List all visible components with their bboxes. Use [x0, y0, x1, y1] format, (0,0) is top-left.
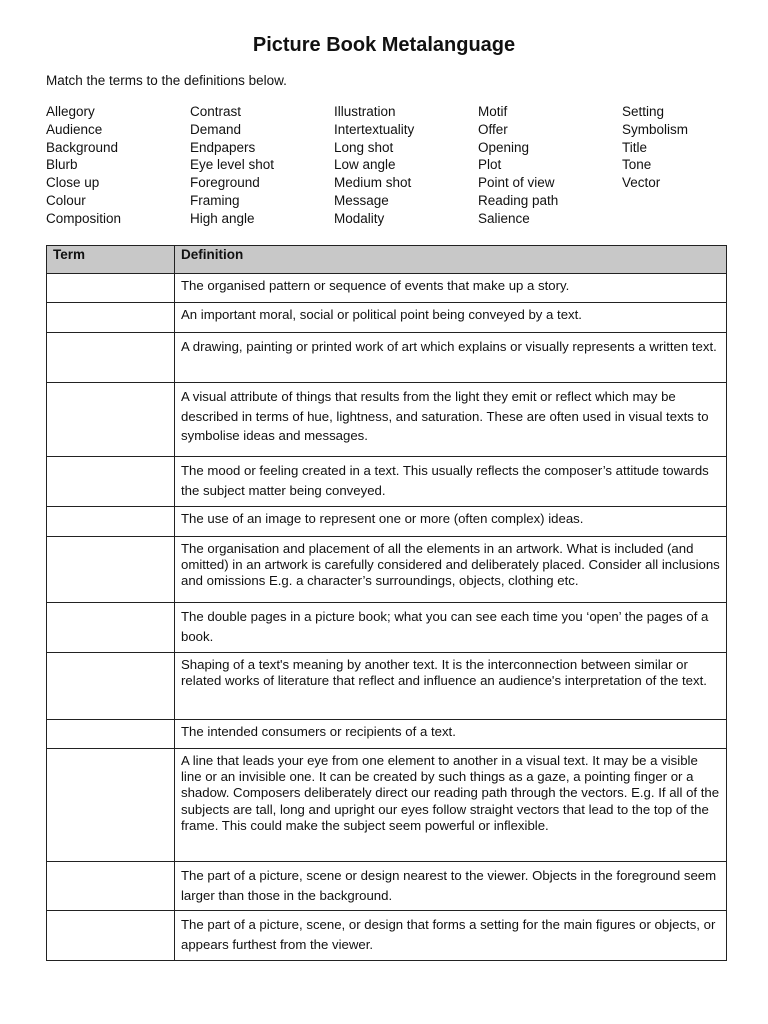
term-answer-cell[interactable] — [47, 303, 175, 333]
definition-cell: The intended consumers or recipients of a text. — [175, 720, 727, 749]
term-column-5 — [622, 103, 688, 192]
definition-cell: The double pages in a picture book; what you can see each time you ‘open’ the pages of a book. — [175, 603, 727, 653]
term-item: Low angle — [334, 157, 396, 173]
term-column-1 — [46, 103, 121, 228]
term-item: Allegory — [46, 104, 95, 119]
table-row — [47, 333, 727, 383]
term-column-4 — [478, 103, 558, 228]
term-item: Medium shot — [334, 175, 412, 191]
term-answer-cell[interactable] — [47, 274, 175, 303]
term-item: Endpapers — [190, 139, 256, 155]
definition-cell: The mood or feeling created in a text. This usually reflects the composer’s attitude towards the subject matter being conveyed. — [175, 457, 727, 507]
definition-cell: A drawing, painting or printed work of art which explains or visually represents a written text. — [175, 333, 727, 383]
term-item: Audience — [46, 121, 103, 137]
term-item: Modality — [334, 210, 385, 226]
table-row — [47, 603, 727, 653]
definition-column-header: Definition — [175, 246, 727, 274]
term-answer-cell[interactable] — [47, 333, 175, 383]
term-item: Background — [46, 139, 119, 155]
table-row — [47, 720, 727, 749]
page-title: Picture Book Metalanguage — [252, 34, 516, 56]
table-row — [47, 383, 727, 457]
table-row — [47, 653, 727, 720]
term-item: Motif — [478, 104, 508, 119]
term-answer-cell[interactable] — [47, 911, 175, 961]
term-item: Message — [334, 192, 389, 208]
definition-cell: The organisation and placement of all the elements in an artwork. What is included (and omitted) in an artwork is carefully considered and deliberately placed. Consider all inclusions and omissions E.g. a character’s surroundings, objects, clothing etc. — [175, 537, 727, 603]
term-answer-cell[interactable] — [47, 603, 175, 653]
definition-cell: The part of a picture, scene or design nearest to the viewer. Objects in the foreground seem larger than those in the background. — [175, 862, 727, 911]
table-row — [47, 911, 727, 961]
term-answer-cell[interactable] — [47, 457, 175, 507]
definition-cell: A line that leads your eye from one element to another in a visual text. It may be a visible line or an invisible one. It can be created by such things as a gaze, a pointing finger or a shadow. Composers deliberately direct our reading path through the vectors. E.g. If all of the subjects are tall, long and upright our eyes follow straight vectors that lead to the top of the frame. This could make the subject seem powerful or inflexible. — [175, 749, 727, 862]
term-item: Salience — [478, 210, 530, 226]
definitions-table — [46, 245, 727, 961]
term-item: Opening — [478, 139, 530, 155]
instructions: Match the terms to the definitions below. — [46, 73, 287, 88]
definition-cell: An important moral, social or political point being conveyed by a text. — [175, 303, 727, 333]
term-answer-cell[interactable] — [47, 507, 175, 537]
term-item: Illustration — [334, 104, 396, 119]
term-item: Intertextuality — [334, 121, 415, 137]
term-column-header: Term — [47, 246, 175, 274]
definition-cell: Shaping of a text's meaning by another text. It is the interconnection between similar or related works of literature that reflect and influence an audience's interpretation of the text. — [175, 653, 727, 720]
term-item: Colour — [46, 192, 86, 208]
term-answer-cell[interactable] — [47, 383, 175, 457]
term-item: Setting — [622, 104, 665, 119]
term-item: High angle — [190, 210, 255, 226]
table-row — [47, 457, 727, 507]
term-item: Offer — [478, 121, 508, 137]
definition-cell: The part of a picture, scene, or design that forms a setting for the main figures or objects, or appears furthest from the viewer. — [175, 911, 727, 961]
term-item: Point of view — [478, 175, 555, 191]
term-item: Eye level shot — [190, 157, 275, 173]
table-row — [47, 303, 727, 333]
term-answer-cell[interactable] — [47, 537, 175, 603]
term-column-2 — [190, 103, 274, 228]
definition-cell: The organised pattern or sequence of events that make up a story. — [175, 274, 727, 303]
term-item: Title — [622, 139, 648, 155]
term-answer-cell[interactable] — [47, 720, 175, 749]
term-item: Plot — [478, 157, 502, 173]
term-item: Tone — [622, 157, 652, 173]
table-row — [47, 537, 727, 603]
term-item: Blurb — [46, 157, 78, 173]
definition-cell: The use of an image to represent one or more (often complex) ideas. — [175, 507, 727, 537]
term-answer-cell[interactable] — [47, 862, 175, 911]
term-column-3 — [334, 103, 414, 228]
term-answer-cell[interactable] — [47, 653, 175, 720]
definition-cell: A visual attribute of things that results from the light they emit or reflect which may be described in terms of hue, lightness, and saturation. These are often used in visual texts to symbolise ideas and messages. — [175, 383, 727, 457]
table-row — [47, 274, 727, 303]
term-item: Demand — [190, 121, 242, 137]
term-item: Symbolism — [622, 121, 689, 137]
term-item: Close up — [46, 175, 100, 191]
table-header-row — [47, 246, 727, 274]
term-item: Reading path — [478, 192, 559, 208]
term-item: Vector — [622, 175, 661, 191]
term-item: Composition — [46, 210, 122, 226]
term-item: Long shot — [334, 139, 394, 155]
term-answer-cell[interactable] — [47, 749, 175, 862]
table-row — [47, 862, 727, 911]
term-bank — [46, 103, 726, 229]
term-item: Foreground — [190, 175, 260, 191]
table-row — [47, 749, 727, 862]
term-item: Contrast — [190, 104, 242, 119]
table-row — [47, 507, 727, 537]
term-item: Framing — [190, 192, 240, 208]
